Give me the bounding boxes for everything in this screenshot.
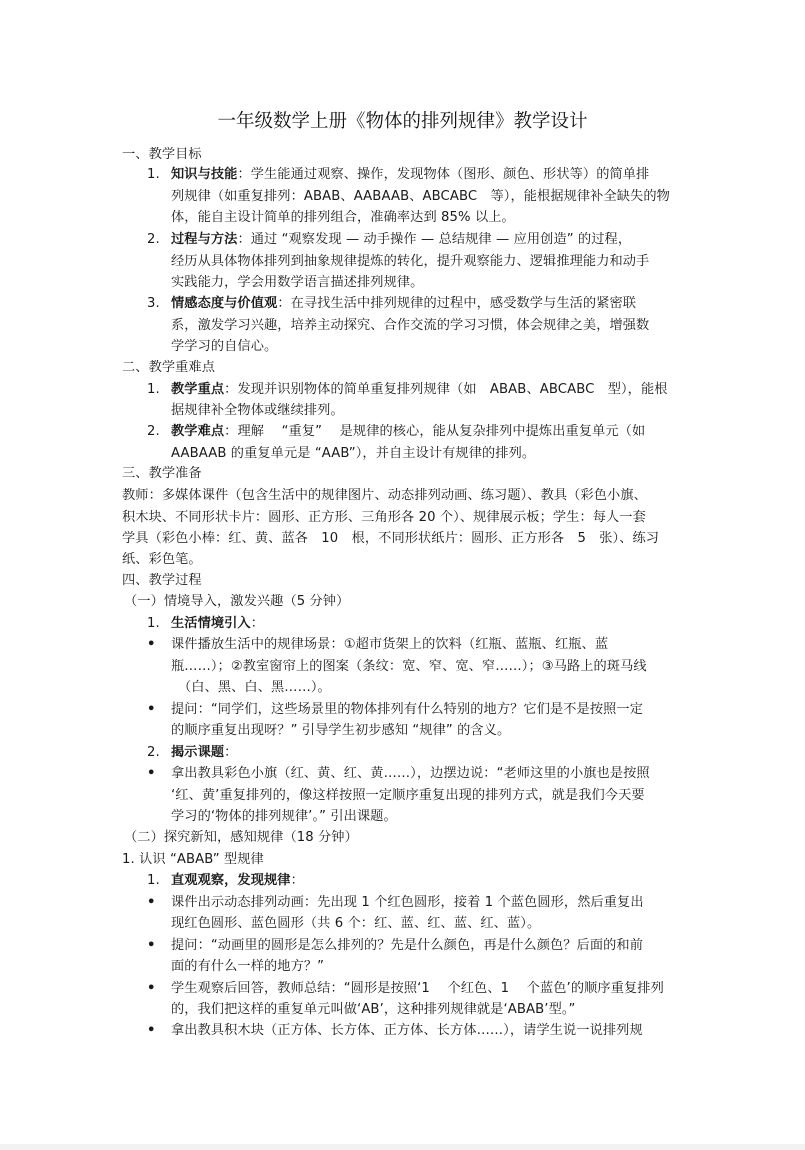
item-label: 知识与技能 bbox=[171, 167, 238, 182]
item-label: 情感态度与价值观 bbox=[171, 296, 278, 311]
item-text: ：在寻找生活中排列规律的过程中，感受数学与生活的紧密联 bbox=[277, 296, 637, 311]
item-label: 过程与方法 bbox=[171, 232, 238, 247]
list-item-line: 学学习的自信心。 bbox=[171, 339, 278, 354]
subsection-heading: （一）情境导入，激发兴趣（5 分钟） bbox=[124, 594, 350, 609]
item-label: 生活情境引入 bbox=[171, 616, 251, 631]
list-item-line bbox=[171, 381, 668, 399]
subsection-heading: （二）探究新知，感知规律（18 分钟） bbox=[124, 830, 358, 845]
bullet-line: （白、黑、白、黑……）。 bbox=[178, 680, 331, 695]
bullet-line: 学生观察后回答，教师总结：“圆形是按照‘1 个红色、1 个蓝色’的顺序重复排列 bbox=[171, 981, 664, 996]
bullet-line: ‘红、黄’重复排列的，像这样按照一定顺序重复出现的排列方式，就是我们今天要 bbox=[171, 788, 645, 803]
sub-subsection-heading: 1. 认识 “ABAB” 型规律 bbox=[122, 852, 264, 867]
list-item-line bbox=[171, 423, 645, 441]
list-item-line: 据规律补全物体或继续排列。 bbox=[171, 403, 344, 418]
list-number: 2. bbox=[147, 424, 160, 439]
item-text: ： bbox=[290, 873, 304, 888]
paragraph-line: 教师：多媒体课件（包含生活中的规律图片、动态排列动画、练习题）、教具（彩色小旗、 bbox=[122, 488, 647, 503]
item-text: ： bbox=[224, 745, 238, 760]
list-number: 1. bbox=[147, 382, 160, 397]
list-item-line bbox=[171, 231, 631, 249]
bullet-line: 提问：“同学们，这些场景里的物体排列有什么特别的地方？它们是不是按照一定 bbox=[171, 702, 643, 717]
page-bottom-edge bbox=[0, 1144, 805, 1150]
bullet-line: 的，我们把这样的重复单元叫做‘AB’，这种排列规律就是‘ABAB’型。” bbox=[171, 1002, 576, 1017]
item-text: ： bbox=[250, 616, 265, 631]
paragraph-line: 学具（彩色小棒：红、黄、蓝各 10 根，不同形状纸片：圆形、正方形各 5 张）、练习 bbox=[122, 531, 660, 546]
list-item-line: 系，激发学习兴趣，培养主动探究、合作交流的学习习惯，体会规律之美，增强数 bbox=[171, 318, 650, 333]
paragraph-line: 积木块、不同形状卡片：圆形、正方形、三角形各 20 个）、规律展示板；学生：每人一套 bbox=[122, 510, 646, 525]
bullet-icon: • bbox=[147, 702, 156, 717]
section-heading-process: 四、教学过程 bbox=[122, 573, 202, 588]
list-item-line bbox=[171, 744, 237, 762]
bullet-line: 学习的‘物体的排列规律’。” 引出课题。 bbox=[171, 809, 397, 824]
list-item-line bbox=[171, 872, 304, 890]
bullet-icon: • bbox=[147, 895, 156, 910]
list-item-line: 实践能力，学会用数学语言描述排列规律。 bbox=[171, 275, 424, 290]
section-heading-preparation: 三、教学准备 bbox=[122, 466, 202, 481]
bullet-line: 面的有什么一样的地方？” bbox=[171, 959, 325, 974]
list-item-line bbox=[171, 615, 264, 633]
list-number: 2. bbox=[147, 232, 160, 247]
list-item-line: AABAAB 的重复单元是 “AAB”），并自主设计有规律的排列。 bbox=[171, 446, 536, 461]
list-item-line bbox=[171, 295, 636, 313]
item-text: ：学生能通过观察、操作，发现物体（图形、颜色、形状等）的简单排 bbox=[237, 167, 650, 182]
list-number: 1. bbox=[147, 873, 160, 888]
list-item-line bbox=[171, 166, 649, 184]
item-label: 教学难点 bbox=[171, 424, 225, 439]
bullet-line: 瓶……）；②教室窗帘上的图案（条纹：宽、窄、宽、窄……）；③马路上的斑马线 bbox=[171, 659, 647, 674]
list-item-line: 经历从具体物体排列到抽象规律提炼的转化，提升观察能力、逻辑推理能力和动手 bbox=[171, 254, 650, 269]
bullet-line: 课件播放生活中的规律场景：①超市货架上的饮料（红瓶、蓝瓶、红瓶、蓝 bbox=[171, 637, 609, 652]
section-heading-objectives: 一、教学目标 bbox=[122, 147, 202, 162]
list-item-line: 体，能自主设计简单的排列组合，准确率达到 85% 以上。 bbox=[171, 210, 515, 225]
bullet-line: 课件出示动态排列动画：先出现 1 个红色圆形，接着 1 个蓝色圆形，然后重复出 bbox=[171, 895, 644, 910]
bullet-icon: • bbox=[147, 981, 156, 996]
bullet-icon: • bbox=[147, 938, 156, 953]
item-label: 直观观察，发现规律 bbox=[171, 873, 291, 888]
list-number: 1. bbox=[147, 167, 160, 182]
bullet-line: 拿出教具彩色小旗（红、黄、红、黄……），边摆边说：“老师这里的小旗也是按照 bbox=[171, 766, 650, 781]
bullet-icon: • bbox=[147, 766, 156, 781]
paragraph-line: 纸、彩色笔。 bbox=[122, 552, 202, 567]
item-text: ：理解 “重复” 是规律的核心，能从复杂排列中提炼出重复单元（如 bbox=[224, 424, 646, 439]
bullet-icon: • bbox=[147, 637, 156, 652]
list-number: 1. bbox=[147, 616, 160, 631]
document-title: 一年级数学上册《物体的排列规律》教学设计 bbox=[217, 111, 588, 132]
section-heading-key-points: 二、教学重难点 bbox=[122, 360, 216, 375]
list-number: 2. bbox=[147, 745, 160, 760]
item-text: ：发现并识别物体的简单重复排列规律（如 ABAB、ABCABC 型），能根 bbox=[224, 382, 668, 397]
item-label: 教学重点 bbox=[171, 382, 225, 397]
list-item-line: 列规律（如重复排列：ABAB、AABAAB、ABCABC 等），能根据规律补全缺失的物 bbox=[171, 189, 670, 204]
bullet-line: 的顺序重复出现呀？” 引导学生初步感知 “规律” 的含义。 bbox=[171, 723, 511, 738]
bullet-line: 拿出教具积木块（正方体、长方体、正方体、长方体……），请学生说一说排列规 bbox=[171, 1023, 643, 1038]
bullet-line: 提问：“动画里的圆形是怎么排列的？先是什么颜色，再是什么颜色？后面的和前 bbox=[171, 938, 643, 953]
item-text: ：通过 “观察发现 — 动手操作 — 总结规律 — 应用创造” 的过程， bbox=[237, 232, 632, 247]
bullet-icon: • bbox=[147, 1023, 156, 1038]
item-label: 揭示课题 bbox=[171, 745, 225, 760]
list-number: 3. bbox=[147, 296, 160, 311]
bullet-line: 现红色圆形、蓝色圆形（共 6 个：红、蓝、红、蓝、红、蓝）。 bbox=[171, 916, 541, 931]
